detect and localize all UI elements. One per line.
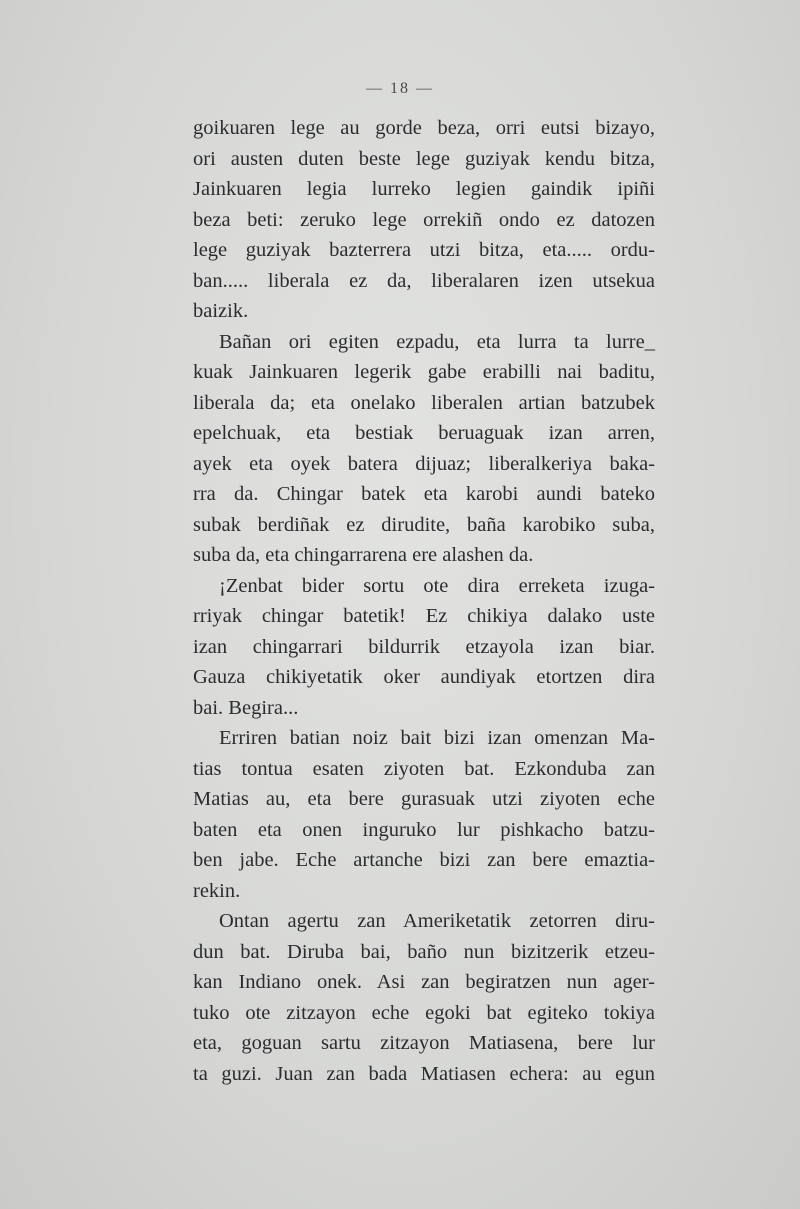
text-line: beza beti: zeruko lege orrekiñ ondo ez datozen [193,208,655,231]
text-line: Erriren batian noiz bait bizi izan omenzan Ma- [219,727,655,749]
text-line: dun bat. Diruba bai, baño nun bizitzerik etzeu- [193,940,655,963]
text-line: rekin. [193,879,241,902]
text-line: liberala da; eta onelako liberalen artian batzubek [193,391,655,414]
text-line: Gauza chikiyetatik oker aundiyak etortzen dira [193,666,655,688]
text-line: rra da. Chingar batek eta karobi aundi bateko [193,483,655,505]
text-line: eta, goguan sartu zitzayon Matiasena, bere lur [193,1032,655,1054]
text-line: ori austen duten beste lege guziyak kendu bitza, [193,147,655,170]
text-line: Bañan ori egiten ezpadu, eta lurra ta lurre_ [219,330,655,353]
text-line: subak berdiñak ez dirudite, baña karobiko suba, [193,513,655,536]
text-line: epelchuak, eta bestiak beruaguak izan arren, [193,422,655,444]
text-line: baizik. [193,300,249,322]
body-text [193,113,655,1089]
text-line: lege guziyak bazterrera utzi bitza, eta..... ordu- [193,239,655,261]
page-number: — 18 — [366,80,434,97]
text-line: ayek eta oyek batera dijuaz; liberalkeriya baka- [193,452,655,475]
text-line: tuko ote zitzayon eche egoki bat egiteko tokiya [193,1001,655,1024]
text-line: ban..... liberala ez da, liberalaren izen utsekua [193,269,655,292]
text-line: kan Indiano onek. Asi zan begiratzen nun ager- [193,971,655,993]
text-line: kuak Jainkuaren legerik gabe erabilli nai baditu, [193,361,655,383]
text-line: suba da, eta chingarrarena ere alashen da. [193,544,534,566]
text-line: Jainkuaren legia lurreko legien gaindik ipiñi [193,178,655,200]
text-line: izan chingarrari bildurrik etzayola izan biar. [193,635,655,658]
text-line: rriyak chingar batetik! Ez chikiya dalako uste [193,605,655,627]
text-line: bai. Begira... [193,696,299,719]
text-line: ta guzi. Juan zan bada Matiasen echera: au egun [193,1062,655,1085]
text-line: Matias au, eta bere gurasuak utzi ziyoten eche [193,788,655,810]
text-line: baten eta onen inguruko lur pishkacho batzu- [193,818,655,841]
text-line: Ontan agertu zan Ameriketatik zetorren diru- [219,910,655,932]
text-line: goikuaren lege au gorde beza, orri eutsi bizayo, [193,117,655,139]
text-line: ¡Zenbat bider sortu ote dira erreketa izuga- [219,574,655,597]
text-line: ben jabe. Eche artanche bizi zan bere emaztia- [193,849,655,871]
text-line: tias tontua esaten ziyoten bat. Ezkonduba zan [193,757,655,780]
